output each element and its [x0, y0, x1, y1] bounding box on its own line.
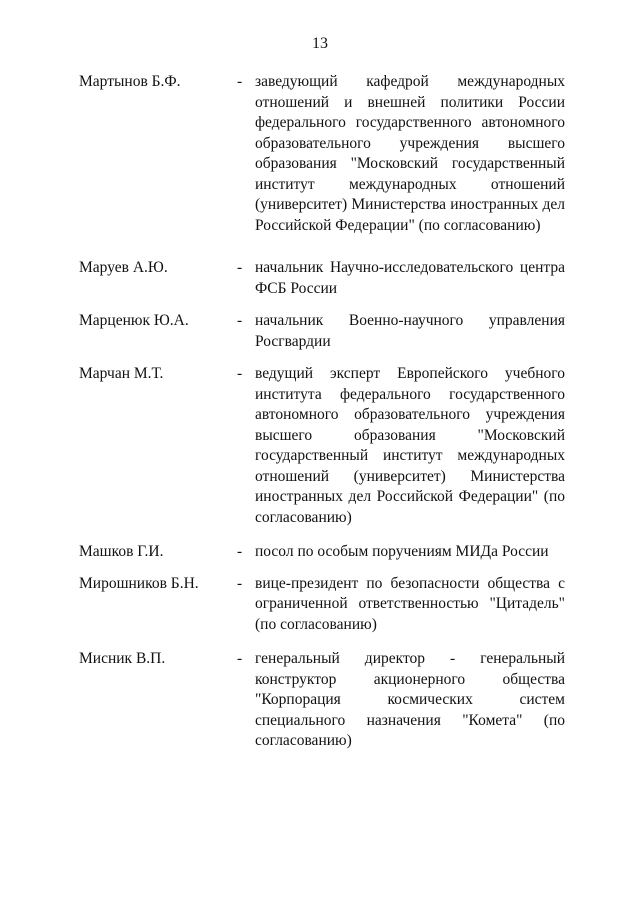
member-list [79, 72, 569, 752]
member-name: Мартынов Б.Ф. [79, 73, 181, 90]
list-item [79, 364, 569, 528]
entry-dash: - [237, 650, 243, 667]
member-name: Марчан М.Т. [79, 365, 164, 382]
member-name: Мисник В.П. [79, 650, 166, 667]
member-name: Мирошников Б.Н. [79, 574, 199, 592]
list-item [79, 311, 569, 352]
entry-dash: - [237, 365, 243, 382]
list-item [79, 574, 569, 636]
page-number: 13 [312, 35, 328, 52]
entry-dash: - [237, 574, 243, 592]
member-position: вице-президент по безопасности общества с ограниченной ответственностью "Цитадель" (по согласованию) [255, 574, 565, 633]
list-item [79, 542, 569, 563]
member-position: начальник Военно-научного управления Росгвардии [255, 312, 565, 350]
list-item [79, 258, 569, 299]
member-name: Маруев А.Ю. [79, 259, 168, 276]
entry-dash: - [237, 73, 243, 90]
entry-dash: - [237, 259, 243, 276]
list-item [79, 649, 569, 752]
entry-dash: - [237, 543, 243, 560]
member-position: начальник Научно-исследовательского центра ФСБ России [255, 259, 565, 297]
member-position: посол по особым поручениям МИДа России [255, 543, 549, 560]
member-position: заведующий кафедрой международных отношений и внешней политики России федерального государственного автономного образовательного учреждения высшего образования "Московский государственный институт международных отношений (университет) Министерства иностранных дел Российской Федерации" (по согласованию) [255, 73, 565, 234]
list-item [79, 72, 569, 236]
member-name: Машков Г.И. [79, 543, 164, 560]
member-name: Марценюк Ю.А. [79, 312, 189, 329]
member-position: ведущий эксперт Европейского учебного института федерального государственного автономного образовательного учреждения высшего образования "Московский государственный институт международных отношений (университет) Министерства иностранных дел Российской Федерации" (по согласованию) [255, 365, 565, 526]
member-position: генеральный директор - генеральный конструктор акционерного общества "Корпорация космических систем специального назначения "Комета" (по согласованию) [255, 650, 565, 749]
entry-dash: - [237, 312, 243, 329]
